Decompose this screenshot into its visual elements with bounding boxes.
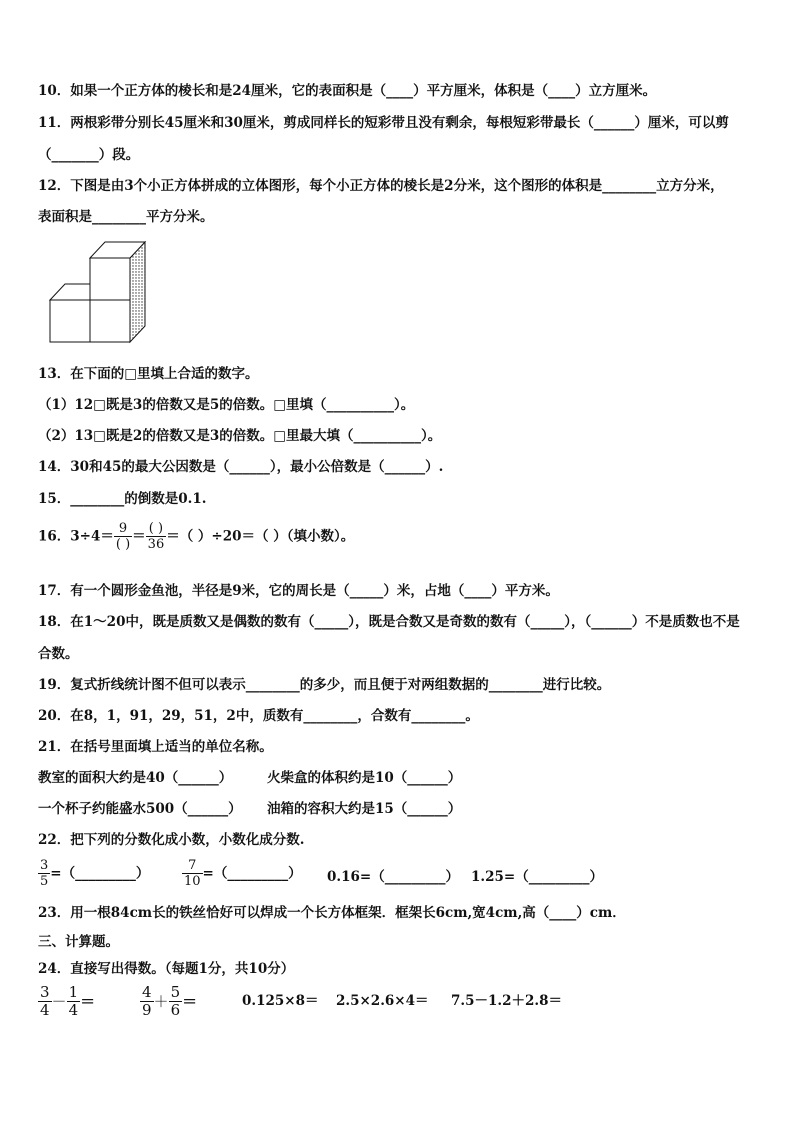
question-11-line2: （_______）段。 xyxy=(38,147,140,163)
question-24: 24．直接写出得数。（每题1分，共10分） xyxy=(38,961,295,977)
section-3-heading: 三、计算题。 xyxy=(38,934,119,950)
q22-frac-2 xyxy=(182,858,203,889)
q24-eq-1: ＝ xyxy=(80,992,96,1011)
cube-figure xyxy=(45,238,155,348)
q24-expr-4: 2.5×2.6×4＝ xyxy=(336,993,429,1009)
q24-fd-num: 5 xyxy=(170,983,181,1001)
question-22-item-2 xyxy=(182,858,302,889)
cube-front-upper xyxy=(90,258,130,300)
q16-frac1-den: ( ) xyxy=(115,537,131,552)
q22-frac2-num: 7 xyxy=(182,858,203,874)
question-12-line2: 表面积是________平方分米。 xyxy=(38,209,214,225)
q24-expr-5: 7.5－1.2＋2.8＝ xyxy=(451,993,562,1009)
question-23: 23．用一根84cm长的铁丝恰好可以焊成一个长方体框架．框架长6cm,宽4cm,高（____）cm． xyxy=(38,905,626,921)
q22-frac2-den: 10 xyxy=(184,874,201,889)
cube-right-face xyxy=(130,242,145,342)
cube-front-lower-left xyxy=(50,300,90,342)
q22-item2-answer: =（_________） xyxy=(202,865,302,882)
question-22-item-4: 1.25=（_________） xyxy=(471,869,603,885)
q24-expr-1 xyxy=(38,984,95,1019)
question-13-2: （2）13□既是2的倍数又是3的倍数。□里最大填（__________）。 xyxy=(38,428,442,444)
q16-frac2-den: 36 xyxy=(147,537,165,552)
q24-fa-num: 3 xyxy=(40,983,50,1001)
q24-frac-b xyxy=(67,984,81,1019)
q24-fc-num: 4 xyxy=(142,983,152,1001)
q24-eq-2: ＝ xyxy=(182,992,198,1011)
q22-frac1-den: 5 xyxy=(40,874,49,889)
question-18-line1: 18．在1～20中，既是质数又是偶数的数有（_____），既是合数又是奇数的数有（_____），（______）不是质数也不是 xyxy=(38,614,740,630)
question-21-item-1: 教室的面积大约是40（______） xyxy=(38,770,233,786)
question-11-line1: 11．两根彩带分别长45厘米和30厘米，剪成同样长的短彩带且没有剩余，每根短彩带最长（______）厘米，可以剪 xyxy=(38,115,729,131)
question-17: 17．有一个圆形金鱼池，半径是9米，它的周长是（_____）米，占地（____）平方米。 xyxy=(38,583,559,599)
cube-left-top-face xyxy=(50,284,90,300)
q16-fraction-1 xyxy=(114,521,132,552)
cube-front-lower-right xyxy=(90,300,130,342)
q24-frac-c xyxy=(140,984,154,1019)
q24-fa-den: 4 xyxy=(40,1001,50,1019)
q16-frac1-num: 9 xyxy=(114,521,132,537)
q22-frac-1 xyxy=(38,858,50,889)
question-14: 14．30和45的最大公因数是（______），最小公倍数是（______）. xyxy=(38,459,444,475)
q16-fraction-2 xyxy=(146,521,167,552)
question-22-item-1 xyxy=(38,858,149,889)
question-20: 20．在8，1，91，29，51，2中，质数有________，合数有________。 xyxy=(38,708,479,724)
q24-fb-den: 4 xyxy=(68,1001,79,1019)
question-12-line1: 12．下图是由3个小正方体拼成的立体图形，每个小正方体的棱长是2分米，这个图形的体积是________立方分米， xyxy=(38,178,724,194)
question-13-1: （1）12□既是3的倍数又是5的倍数。□里填（__________）。 xyxy=(38,397,415,413)
q24-expr-3: 0.125×8＝ xyxy=(242,993,319,1009)
q16-equals: ＝ xyxy=(132,528,146,545)
q16-suffix: ＝（ ）÷20＝（ ）（填小数）。 xyxy=(166,528,355,545)
q24-expr-2 xyxy=(140,984,197,1019)
question-18-line2: 合数。 xyxy=(38,646,79,662)
question-13: 13．在下面的□里填上合适的数字。 xyxy=(38,366,259,382)
question-21-item-2: 火柴盒的体积约是10（______） xyxy=(267,770,462,786)
q24-op-plus: ＋ xyxy=(153,992,169,1011)
question-21: 21．在括号里面填上适当的单位名称。 xyxy=(38,739,273,755)
question-21-item-3: 一个杯子约能盛水500（______） xyxy=(38,801,242,817)
question-15: 15．________的倒数是0.1. xyxy=(38,491,207,507)
q16-prefix: 16．3÷4＝ xyxy=(38,528,114,545)
question-22-item-3: 0.16=（_________） xyxy=(327,869,459,885)
q24-fc-den: 9 xyxy=(142,1001,152,1019)
q22-item1-answer: =（_________） xyxy=(50,865,150,882)
question-19: 19．复式折线统计图不但可以表示________的多少，而且便于对两组数据的________进行比较。 xyxy=(38,677,611,693)
question-22: 22．把下列的分数化成小数，小数化成分数. xyxy=(38,832,305,848)
q24-fd-den: 6 xyxy=(170,1001,181,1019)
q22-frac1-num: 3 xyxy=(40,858,49,873)
q24-frac-a xyxy=(38,984,52,1019)
q24-fb-num: 1 xyxy=(68,983,79,1001)
question-16 xyxy=(38,521,354,552)
question-10: 10．如果一个正方体的棱长和是24厘米，它的表面积是（____）平方厘米，体积是（____）立方厘米。 xyxy=(38,83,657,99)
q24-op-minus: － xyxy=(51,992,67,1011)
q16-frac2-num: ( ) xyxy=(146,521,167,537)
q24-frac-d xyxy=(169,984,183,1019)
question-21-item-4: 油箱的容积大约是15（______） xyxy=(267,801,462,817)
